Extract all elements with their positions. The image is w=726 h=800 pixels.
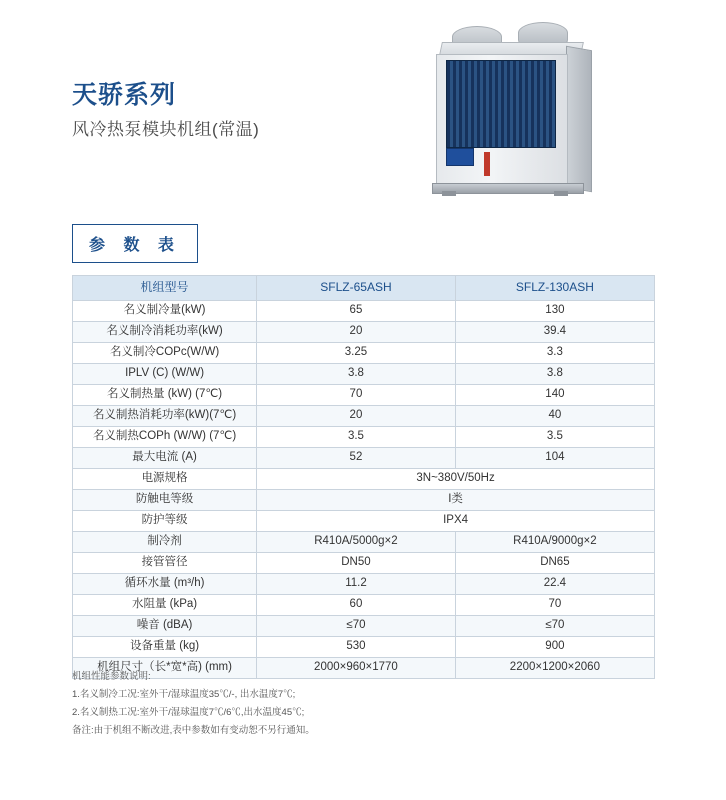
table-row <box>73 637 655 658</box>
row-value-1: 11.2 <box>257 574 456 595</box>
row-label: 制冷剂 <box>73 532 257 553</box>
row-label: 防护等级 <box>73 511 257 532</box>
row-label: IPLV (C) (W/W) <box>73 364 257 385</box>
row-label: 名义制冷COPc(W/W) <box>73 343 257 364</box>
table-row <box>73 616 655 637</box>
column-header-sflz-65ash: SFLZ-65ASH <box>257 276 456 301</box>
unit-foot-left <box>442 191 456 196</box>
row-label: 最大电流 (A) <box>73 448 257 469</box>
table-row <box>73 385 655 406</box>
row-value-2: 70 <box>455 595 654 616</box>
table-row <box>73 427 655 448</box>
row-label: 电源规格 <box>73 469 257 490</box>
column-header-model: 机组型号 <box>73 276 257 301</box>
spec-table <box>72 275 655 679</box>
row-label: 名义制热量 (kW) (7℃) <box>73 385 257 406</box>
unit-accent-stripe <box>484 152 490 176</box>
row-value-2: 104 <box>455 448 654 469</box>
row-value-1: 20 <box>257 322 456 343</box>
row-value-2: 900 <box>455 637 654 658</box>
table-row <box>73 469 655 490</box>
row-label: 名义制冷消耗功率(kW) <box>73 322 257 343</box>
unit-side-panel <box>566 46 592 193</box>
note-line-1: 1.名义制冷工况:室外干/湿球温度35℃/-, 出水温度7℃; <box>72 689 296 701</box>
row-value-2: 39.4 <box>455 322 654 343</box>
row-value-2: 2200×1200×2060 <box>455 658 654 679</box>
row-label: 噪音 (dBA) <box>73 616 257 637</box>
row-value-1: 3.8 <box>257 364 456 385</box>
row-value-1: ≤70 <box>257 616 456 637</box>
row-value-2: DN65 <box>455 553 654 574</box>
table-row <box>73 574 655 595</box>
row-value-2: 40 <box>455 406 654 427</box>
row-value-1: 3.25 <box>257 343 456 364</box>
table-row <box>73 511 655 532</box>
table-row <box>73 364 655 385</box>
row-value-1: DN50 <box>257 553 456 574</box>
row-value-1: 52 <box>257 448 456 469</box>
row-label: 设备重量 (kg) <box>73 637 257 658</box>
row-value-1: 60 <box>257 595 456 616</box>
row-value-1: 530 <box>257 637 456 658</box>
row-value-merged: 3N~380V/50Hz <box>257 469 655 490</box>
row-value-merged: IPX4 <box>257 511 655 532</box>
note-line-2: 2.名义制热工况:室外干/湿球温度7℃/6℃,出水温度45℃; <box>72 707 305 719</box>
page-header <box>0 0 726 200</box>
table-row <box>73 322 655 343</box>
page-title: 天骄系列 <box>72 81 177 109</box>
row-label: 机组尺寸（长*宽*高) (mm) <box>73 658 257 679</box>
table-row <box>73 343 655 364</box>
spec-table-wrapper <box>72 275 655 679</box>
row-label: 名义制热COPh (W/W) (7℃) <box>73 427 257 448</box>
table-row <box>73 490 655 511</box>
row-value-1: 20 <box>257 406 456 427</box>
product-photo <box>430 20 610 195</box>
row-value-2: 140 <box>455 385 654 406</box>
notes-block <box>72 668 672 740</box>
row-value-2: R410A/9000g×2 <box>455 532 654 553</box>
column-header-sflz-130ash: SFLZ-130ASH <box>455 276 654 301</box>
unit-coil-grille <box>446 60 556 148</box>
row-label: 接管管径 <box>73 553 257 574</box>
row-value-2: 22.4 <box>455 574 654 595</box>
row-label: 水阻量 (kPa) <box>73 595 257 616</box>
table-row <box>73 301 655 322</box>
row-value-1: 3.5 <box>257 427 456 448</box>
section-heading-parameters: 参 数 表 <box>72 224 198 263</box>
unit-control-panel <box>446 148 474 166</box>
row-value-2: 3.5 <box>455 427 654 448</box>
table-row <box>73 553 655 574</box>
spec-table-head <box>73 276 655 301</box>
table-header-row <box>73 276 655 301</box>
row-value-2: 130 <box>455 301 654 322</box>
unit-foot-right <box>554 191 568 196</box>
note-line-3: 备注:由于机组不断改进,表中参数如有变动恕不另行通知。 <box>72 725 315 737</box>
table-row <box>73 406 655 427</box>
title-block <box>72 80 259 140</box>
row-value-2: 3.8 <box>455 364 654 385</box>
spec-table-body <box>73 301 655 679</box>
row-value-1: 65 <box>257 301 456 322</box>
row-value-1: 70 <box>257 385 456 406</box>
fan-cowl-right-icon <box>518 22 568 44</box>
row-value-2: 3.3 <box>455 343 654 364</box>
row-label: 循环水量 (m³/h) <box>73 574 257 595</box>
page-subtitle: 风冷热泵模块机组(常温) <box>72 120 260 139</box>
notes-title: 机组性能参数说明: <box>72 671 151 682</box>
table-row <box>73 595 655 616</box>
row-label: 防触电等级 <box>73 490 257 511</box>
table-row <box>73 448 655 469</box>
table-row <box>73 532 655 553</box>
row-value-merged: I类 <box>257 490 655 511</box>
row-value-2: ≤70 <box>455 616 654 637</box>
row-value-1: 2000×960×1770 <box>257 658 456 679</box>
row-label: 名义制热消耗功率(kW)(7℃) <box>73 406 257 427</box>
row-label: 名义制冷量(kW) <box>73 301 257 322</box>
row-value-1: R410A/5000g×2 <box>257 532 456 553</box>
